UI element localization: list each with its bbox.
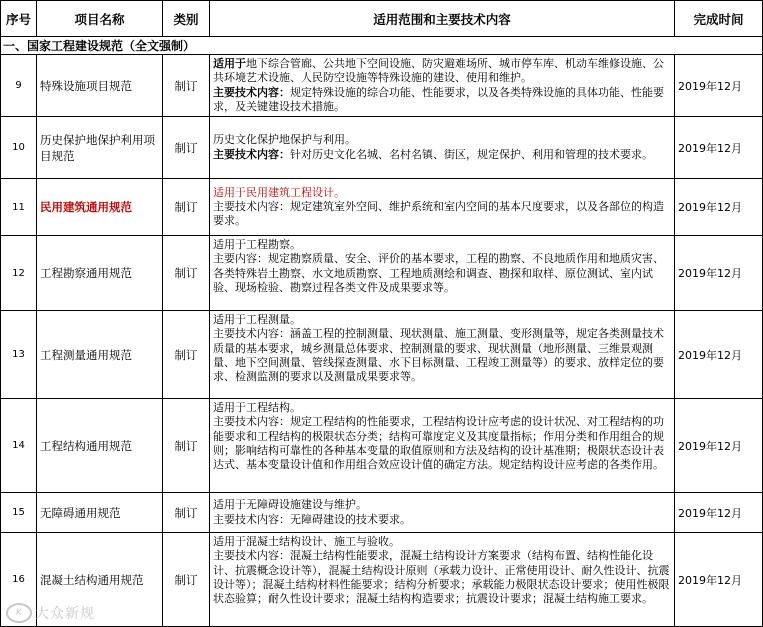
row-name: 历史保护地保护利用项目规范 bbox=[37, 117, 163, 179]
row-name: 混凝土结构通用规范 bbox=[37, 533, 163, 627]
row-time: 2019年12月 bbox=[675, 311, 763, 399]
row-time: 2019年12月 bbox=[675, 236, 763, 311]
row-category: 制订 bbox=[163, 493, 210, 533]
row-category: 制订 bbox=[163, 55, 210, 117]
row-category: 制订 bbox=[163, 399, 210, 493]
table-row bbox=[1, 179, 763, 236]
row-time: 2019年12月 bbox=[675, 55, 763, 117]
table-row bbox=[1, 311, 763, 399]
row-name: 特殊设施项目规范 bbox=[37, 55, 163, 117]
scope-text: 历史文化保护地保护与利用。 bbox=[213, 133, 356, 147]
scope-text: 适用于民用建筑工程设计。 bbox=[213, 185, 345, 199]
watermark-text: 大众新规 bbox=[35, 606, 95, 622]
row-scope bbox=[210, 179, 675, 236]
header-no: 序号 bbox=[1, 1, 37, 37]
header-name: 项目名称 bbox=[37, 1, 163, 37]
scope-text: 适用于工程结构。 bbox=[213, 401, 301, 415]
row-category: 制订 bbox=[163, 533, 210, 627]
row-time: 2019年12月 bbox=[675, 399, 763, 493]
row-scope bbox=[210, 493, 675, 533]
scope-text: 适用于混凝土结构设计、施工与验收。 bbox=[213, 535, 400, 549]
row-scope bbox=[210, 399, 675, 493]
row-scope bbox=[210, 55, 675, 117]
row-category: 制订 bbox=[163, 311, 210, 399]
scope-label: 适用于 bbox=[213, 57, 246, 70]
header-time: 完成时间 bbox=[675, 1, 763, 37]
row-no: 14 bbox=[1, 399, 37, 493]
row-scope bbox=[210, 236, 675, 311]
row-no: 10 bbox=[1, 117, 37, 179]
row-name: 工程勘察通用规范 bbox=[37, 236, 163, 311]
tech-text: 主要技术内容：混凝土结构性能要求，混凝土结构设计方案要求（结构布置、结构性能化设计、抗震概念设计等），混凝土结构设计原则（承载力设计、正常使用设计、耐久性设计、抗震设计等）；混凝土结构材料性能要求；结构分析要求；承载能力极限状态设计要求；使用性极限状态验算；耐久性设计要求；混凝土结构构造要求；抗震设计要求；混凝土结构施工要求。 bbox=[213, 549, 670, 606]
section-row bbox=[1, 37, 763, 55]
scope-text: 地下综合管廊、公共地下空间设施、防灾避难场所、城市停车库、机动车维修设施、公共环境艺术设施、人民防空设施等特殊设施的建设、使用和维护。 bbox=[213, 57, 664, 85]
row-no: 11 bbox=[1, 179, 37, 236]
row-name: 民用建筑通用规范 bbox=[37, 179, 163, 236]
tech-text: 主要技术内容：涵盖工程的控制测量、现状测量、施工测量、变形测量等，规定各类测量技术质量的基本要求，城乡测量总体要求、控制测量的要求、现状测量（地形测量、三维景观测量、地下空间测量、管线探查测量、水下目标测量、工程竣工测量等）的要求、放样定位的要求、检测监测的要求以及测量成果要求等。 bbox=[213, 327, 664, 384]
scope-text: 适用于工程测量。 bbox=[213, 313, 301, 327]
tech-label: 主要技术内容： bbox=[213, 85, 290, 99]
tech-text: 主要技术内容：规定工程结构的性能要求，工程结构设计应考虑的设计状况、对工程结构的功能要求和工程结构的极限状态分类；结构可靠度定义及其度量指标；作用分类和作用组合的规则；影响结构可靠性的各种基本变量的取值原则和方法及结构的设计基准期；极限状态设计表达式、基本变量设计值和作用组合效应设计值的确定方法。规定结构设计应考虑的各类作用。 bbox=[213, 415, 664, 472]
tech-text: 主要技术内容：规定建筑室外空间、维护系统和室内空间的基本尺度要求，以及各部位的构造要求。 bbox=[213, 200, 664, 228]
table-row bbox=[1, 399, 763, 493]
row-time: 2019年12月 bbox=[675, 493, 763, 533]
row-time: 2019年12月 bbox=[675, 533, 763, 627]
row-scope bbox=[210, 533, 675, 627]
row-time: 2019年12月 bbox=[675, 117, 763, 179]
section-title: 一、国家工程建设规范（全文强制） bbox=[1, 37, 763, 55]
row-scope bbox=[210, 117, 675, 179]
table-row bbox=[1, 117, 763, 179]
header-category: 类别 bbox=[163, 1, 210, 37]
row-no: 9 bbox=[1, 55, 37, 117]
row-no: 15 bbox=[1, 493, 37, 533]
watermark bbox=[6, 603, 95, 623]
row-category: 制订 bbox=[163, 236, 210, 311]
row-no: 13 bbox=[1, 311, 37, 399]
tech-text: 针对历史文化名城、名村名镇、街区，规定保护、利用和管理的技术要求。 bbox=[290, 147, 653, 161]
row-no: 16 bbox=[1, 533, 37, 627]
row-name: 工程结构通用规范 bbox=[37, 399, 163, 493]
row-scope bbox=[210, 311, 675, 399]
watermark-logo-icon: K bbox=[6, 603, 32, 623]
header-scope: 适用范围和主要技术内容 bbox=[210, 1, 675, 37]
row-name: 工程测量通用规范 bbox=[37, 311, 163, 399]
table-row bbox=[1, 493, 763, 533]
tech-text: 规定特殊设施的综合功能、性能要求，以及各类特殊设施的具体功能、性能要求，及关键建设技术措施。 bbox=[213, 85, 664, 113]
tech-text: 主要技术内容：无障碍建设的技术要求。 bbox=[213, 512, 411, 526]
row-category: 制订 bbox=[163, 179, 210, 236]
scope-text: 适用于无障碍设施建设与维护。 bbox=[213, 498, 367, 512]
table-row bbox=[1, 236, 763, 311]
table-header-row bbox=[1, 1, 763, 37]
table-row bbox=[1, 533, 763, 627]
row-name: 无障碍通用规范 bbox=[37, 493, 163, 533]
scope-text: 适用于工程勘察。 bbox=[213, 238, 301, 252]
row-no: 12 bbox=[1, 236, 37, 311]
row-time: 2019年12月 bbox=[675, 179, 763, 236]
tech-label: 主要技术内容： bbox=[213, 147, 290, 161]
table-row bbox=[1, 55, 763, 117]
tech-text: 主要内容：规定勘察质量、安全、评价的基本要求，工程的勘察、不良地质作用和地质灾害、各类特殊岩土勘察、水文地质勘察、工程地质测绘和调查、勘探和取样、原位测试、室内试验、现场检验、勘察过程各类文件及成果要求等。 bbox=[213, 252, 664, 295]
row-category: 制订 bbox=[163, 117, 210, 179]
